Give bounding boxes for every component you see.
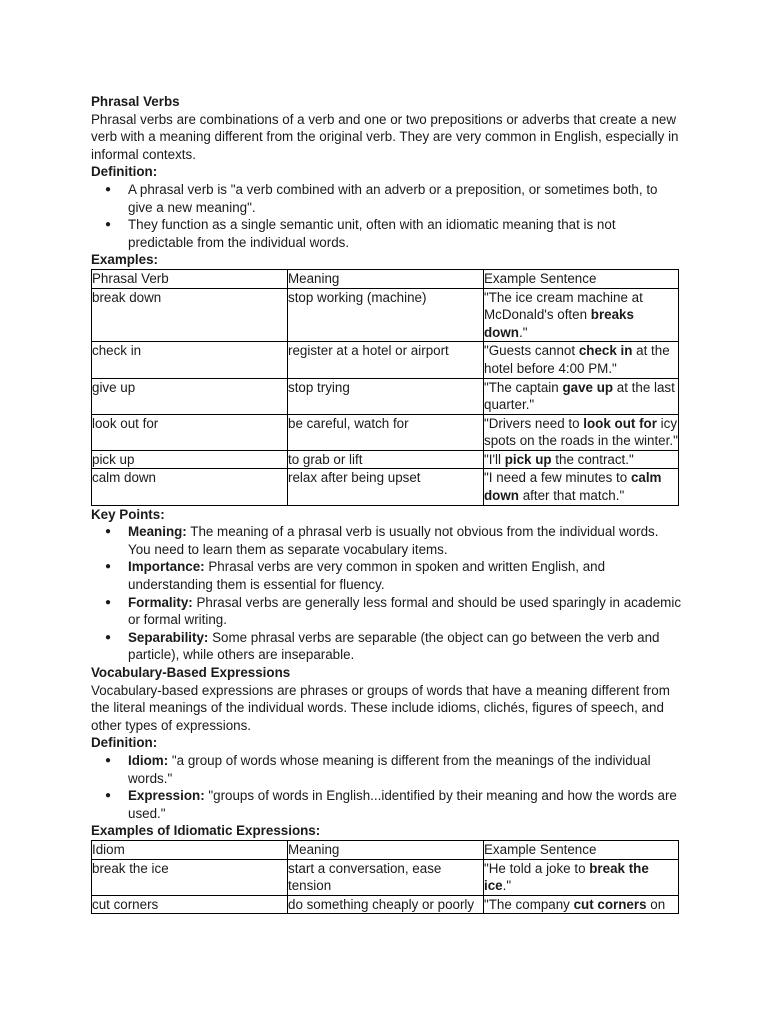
table-header-cell: Example Sentence <box>484 840 679 859</box>
table-row <box>92 450 679 469</box>
meaning-cell: relax after being upset <box>288 469 484 505</box>
idioms-heading: Examples of Idiomatic Expressions: <box>91 823 321 839</box>
example-cell: "The ice cream machine at McDonald's often breaks down." <box>484 288 679 342</box>
phrasal-verbs-table <box>91 269 679 506</box>
key-point-item: ● Separability: Some phrasal verbs are separable (the object can go between the verb and particle), while others are inseparable. <box>128 629 681 664</box>
definition-heading: Definition: <box>91 735 158 751</box>
definition-list <box>91 181 681 251</box>
table-header-cell: Meaning <box>288 840 484 859</box>
key-point-item: ● Formality: Phrasal verbs are generally less formal and should be used sparingly in academic or formal writing. <box>128 594 681 629</box>
table-header-cell: Idiom <box>92 840 288 859</box>
section-title-vocabulary: Vocabulary-Based Expressions <box>91 665 291 680</box>
meaning-cell: stop trying <box>288 378 484 414</box>
definition-item: ● Expression: "groups of words in English...identified by their meaning and how the words are used." <box>128 787 681 822</box>
example-cell: "I need a few minutes to calm down after that match." <box>484 469 679 505</box>
section-intro-vocabulary: Vocabulary-based expressions are phrases or groups of words that have a meaning different from the literal meanings of the individual words. These include idioms, clichés, figures of speech, and other types of expressions. <box>91 682 670 733</box>
example-cell: "Guests cannot check in at the hotel before 4:00 PM." <box>484 342 679 378</box>
example-cell: "I'll pick up the contract." <box>484 450 679 469</box>
table-row <box>92 469 679 505</box>
table-header-row <box>92 269 679 288</box>
table-row <box>92 342 679 378</box>
meaning-cell: do something cheaply or poorly <box>288 895 484 914</box>
definition-list <box>91 752 681 822</box>
meaning-cell: stop working (machine) <box>288 288 484 342</box>
example-cell: "Drivers need to look out for icy spots on the roads in the winter." <box>484 414 679 450</box>
table-header-row <box>92 840 679 859</box>
table-row <box>92 288 679 342</box>
key-points-heading: Key Points: <box>91 506 165 522</box>
section-intro-phrasal-verbs: Phrasal verbs are combinations of a verb and one or two prepositions or adverbs that create a new verb with a meaning different from the original verb. They are very common in English, especially in informal contexts. <box>91 111 679 162</box>
example-cell: "The captain gave up at the last quarter." <box>484 378 679 414</box>
key-points-list <box>91 523 681 664</box>
section-title-phrasal-verbs: Phrasal Verbs <box>91 94 180 109</box>
term-cell: give up <box>92 378 288 414</box>
meaning-cell: start a conversation, ease tension <box>288 859 484 895</box>
table-row <box>92 414 679 450</box>
table-header-cell: Meaning <box>288 269 484 288</box>
examples-heading: Examples: <box>91 252 158 268</box>
example-cell: "He told a joke to break the ice." <box>484 859 679 895</box>
table-row <box>92 378 679 414</box>
definition-item: ● Idiom: "a group of words whose meaning is different from the meanings of the individual words." <box>128 752 681 787</box>
table-header-cell: Phrasal Verb <box>92 269 288 288</box>
meaning-cell: register at a hotel or airport <box>288 342 484 378</box>
idioms-table <box>91 840 679 914</box>
meaning-cell: be careful, watch for <box>288 414 484 450</box>
term-cell: cut corners <box>92 895 288 914</box>
definition-heading: Definition: <box>91 164 158 180</box>
term-cell: look out for <box>92 414 288 450</box>
table-header-cell: Example Sentence <box>484 269 679 288</box>
meaning-cell: to grab or lift <box>288 450 484 469</box>
term-cell: check in <box>92 342 288 378</box>
definition-item: ● They function as a single semantic unit, often with an idiomatic meaning that is not predictable from the individual words. <box>128 216 681 251</box>
term-cell: calm down <box>92 469 288 505</box>
term-cell: break the ice <box>92 859 288 895</box>
definition-item: ● A phrasal verb is "a verb combined with an adverb or a preposition, or sometimes both, to give a new meaning". <box>128 181 681 216</box>
document-page <box>91 93 681 914</box>
example-cell: "The company cut corners on <box>484 895 679 914</box>
table-row <box>92 895 679 914</box>
table-row <box>92 859 679 895</box>
term-cell: pick up <box>92 450 288 469</box>
key-point-item: ● Meaning: The meaning of a phrasal verb is usually not obvious from the individual words. You need to learn them as separate vocabulary items. <box>128 523 681 558</box>
key-point-item: ● Importance: Phrasal verbs are very common in spoken and written English, and understanding them is essential for fluency. <box>128 558 681 593</box>
term-cell: break down <box>92 288 288 342</box>
